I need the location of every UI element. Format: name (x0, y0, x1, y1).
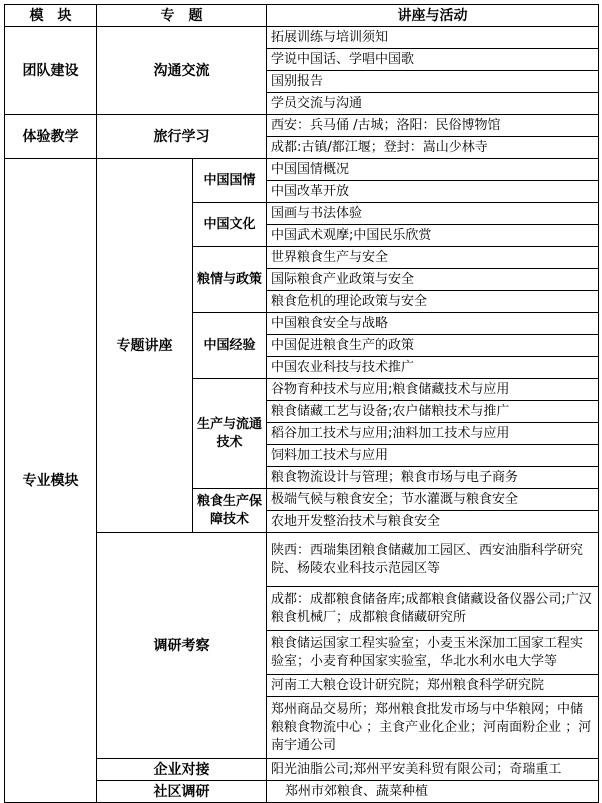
activity-cell: 中国国情概况 (267, 159, 599, 181)
topic-survey: 调研考察 (97, 533, 267, 759)
subtopic-culture: 中国文化 (193, 203, 267, 247)
topic-lectures: 专题讲座 (97, 159, 193, 533)
module-experience: 体验教学 (5, 115, 97, 159)
activity-cell: 成都:古镇/都江堰；登封：嵩山少林寺 (267, 137, 599, 159)
table-row (5, 27, 599, 49)
activity-cell: 粮食危机的理论政策与安全 (267, 291, 599, 313)
subtopic-national-conditions: 中国国情 (193, 159, 267, 203)
activity-cell: 学员交流与沟通 (267, 93, 599, 115)
activity-cell: 世界粮食生产与安全 (267, 247, 599, 269)
topic-community: 社区调研 (97, 781, 267, 803)
subtopic-production-tech: 生产与流通技术 (193, 379, 267, 489)
activity-cell: 粮食储藏工艺与设备;农户储粮技术与推广 (267, 401, 599, 423)
activity-cell: 粮食物流设计与管理；粮食市场与电子商务 (267, 467, 599, 489)
activity-cell: 学说中国话、学唱中国歌 (267, 49, 599, 71)
activity-cell: 饲料加工技术与应用 (267, 445, 599, 467)
activity-cell: 河南工大粮仓设计研究院；郑州粮食科学研究院 (267, 675, 599, 697)
header-module: 模 块 (5, 5, 97, 27)
subtopic-china-experience: 中国经验 (193, 313, 267, 379)
topic-enterprise: 企业对接 (97, 759, 267, 781)
activity-cell: 中国武术观摩;中国民乐欣赏 (267, 225, 599, 247)
topic-travel: 旅行学习 (97, 115, 267, 159)
subtopic-security-tech: 粮食生产保障技术 (193, 489, 267, 533)
activity-cell: 国画与书法体验 (267, 203, 599, 225)
header-activity: 讲座与活动 (267, 5, 599, 27)
activity-cell: 郑州市郊粮食、蔬菜种植 (267, 781, 599, 803)
activity-cell: 中国促进粮食生产的政策 (267, 335, 599, 357)
activity-cell: 成都：成都粮食储备库;成都粮食储藏设备仪器公司;广汉粮食机械厂；成都粮食储藏研究所 (267, 587, 599, 631)
module-professional: 专业模块 (5, 159, 97, 803)
activity-cell: 拓展训练与培训须知 (267, 27, 599, 49)
activity-cell: 陕西：西瑞集团粮食储藏加工园区、西安油脂科学研究院、杨陵农业科技示范园区等 (267, 533, 599, 587)
activity-cell: 稻谷加工技术与应用;油料加工技术与应用 (267, 423, 599, 445)
activity-cell: 中国改革开放 (267, 181, 599, 203)
header-topic: 专 题 (97, 5, 267, 27)
activity-cell: 粮食储运国家工程实验室；小麦玉米深加工国家工程实验室；小麦育种国家实验室，华北水利水电大学等 (267, 631, 599, 675)
module-team: 团队建设 (5, 27, 97, 115)
header-row (5, 5, 599, 27)
activity-cell: 农地开发整治技术与粮食安全 (267, 511, 599, 533)
activity-cell: 西安：兵马俑 /古城；洛阳：民俗博物馆 (267, 115, 599, 137)
activity-cell: 国别报告 (267, 71, 599, 93)
activity-cell: 阳光油脂公司;郑州平安美科贸有限公司；奇瑞重工 (267, 759, 599, 781)
activity-cell: 国际粮食产业政策与安全 (267, 269, 599, 291)
subtopic-grain-policy: 粮情与政策 (193, 247, 267, 313)
activity-cell: 郑州商品交易所；郑州粮食批发市场与中华粮网；中储粮粮食物流中心 ；主食产业化企业；河南面粉企业 ；河南宇通公司 (267, 697, 599, 759)
activity-cell: 中国农业科技与技术推广 (267, 357, 599, 379)
curriculum-table (4, 4, 599, 803)
activity-cell: 中国粮食安全与战略 (267, 313, 599, 335)
table-row (5, 115, 599, 137)
table-row (5, 159, 599, 181)
activity-cell: 谷物育种技术与应用;粮食储藏技术与应用 (267, 379, 599, 401)
topic-communication: 沟通交流 (97, 27, 267, 115)
activity-cell: 极端气候与粮食安全；节水灌溉与粮食安全 (267, 489, 599, 511)
